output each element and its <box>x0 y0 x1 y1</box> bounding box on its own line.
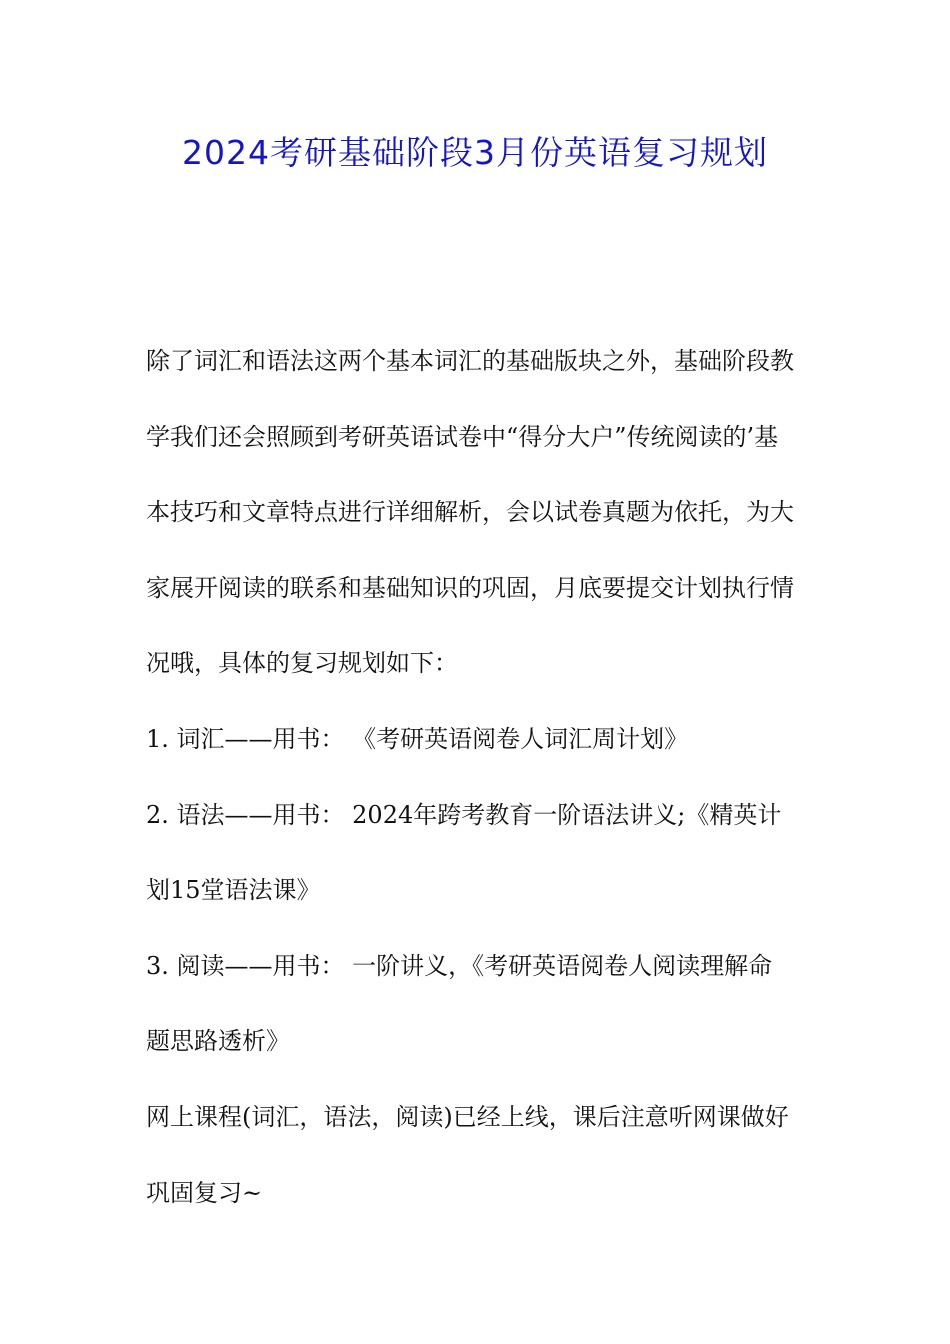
list-item-grammar: 2. 语法——用书： 2024年跨考教育一阶语法讲义;《精英计 <box>146 800 782 829</box>
intro-line: 本技巧和文章特点进行详细解析，会以试卷真题为依托，为大 <box>146 498 794 527</box>
document-body <box>146 336 812 1243</box>
page-title: 2024考研基础阶段3月份英语复习规划 <box>182 133 768 172</box>
intro-line: 家展开阅读的联系和基础知识的巩固，月底要提交计划执行情 <box>146 573 794 602</box>
closing-paragraph <box>146 1092 812 1243</box>
list-item-grammar-continued: 划15堂语法课》 <box>146 876 321 905</box>
list-item-reading-continued: 题思路透析》 <box>146 1027 290 1056</box>
intro-paragraph <box>146 336 812 714</box>
intro-line: 况哦，具体的复习规划如下： <box>146 649 458 678</box>
intro-line: 学我们还会照顾到考研英语试卷中“得分大户”传统阅读的’基 <box>146 422 779 451</box>
list-item-reading: 3. 阅读——用书： 一阶讲义，《考研英语阅卷人阅读理解命 <box>146 951 773 980</box>
list-item-vocabulary: 1. 词汇——用书： 《考研英语阅卷人词汇周计划》 <box>146 724 689 753</box>
closing-line: 网上课程(词汇，语法，阅读)已经上线，课后注意听网课做好 <box>146 1102 789 1131</box>
book-list <box>146 714 812 1092</box>
intro-line: 除了词汇和语法这两个基本词汇的基础版块之外，基础阶段教 <box>146 347 794 375</box>
closing-line: 巩固复习~ <box>146 1178 263 1207</box>
